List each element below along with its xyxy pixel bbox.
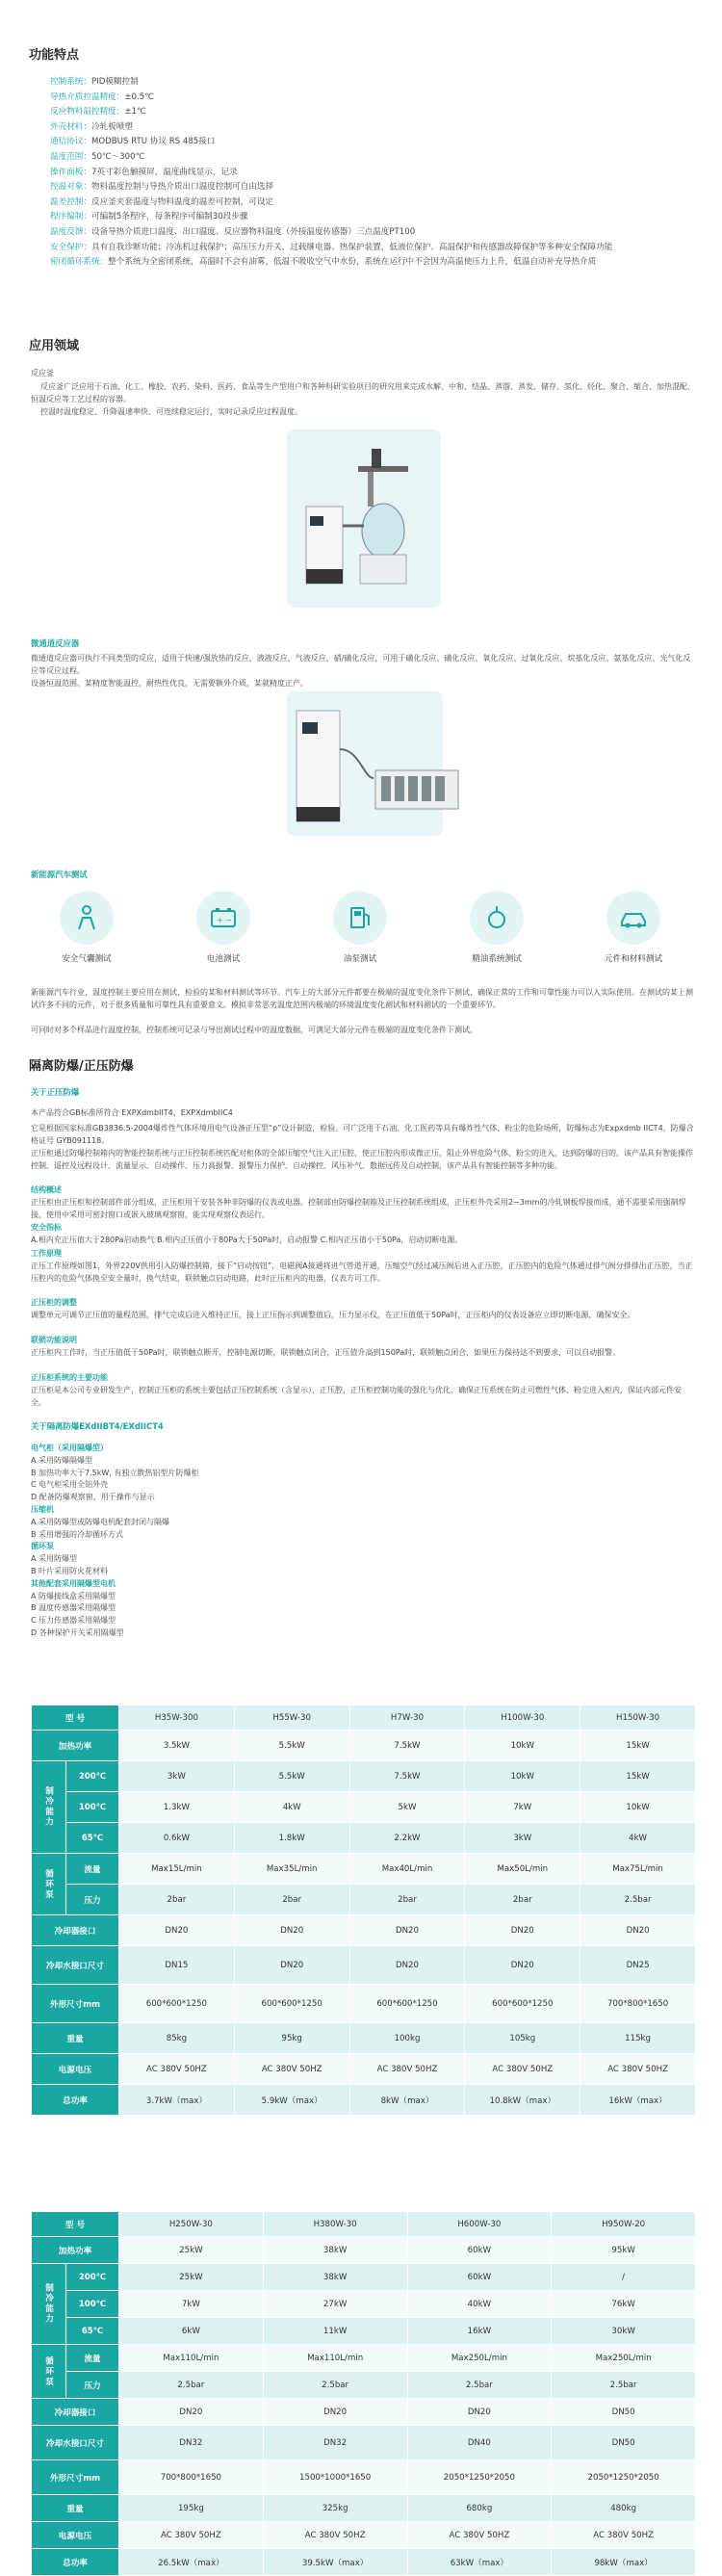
table-row [32, 2291, 696, 2318]
table-header-label: 型 号 [32, 2212, 119, 2237]
ev-test-subtitle: 新能源汽车测试 [31, 870, 88, 879]
table-cell: 60kW [407, 2237, 552, 2264]
explosion-p5: A.相内充正压值大于280Pa启动换气 B.相内正压值小于80Pa大于50Pa时，启动报警 C.相内正压值小于50Pa，启动切断电源。 [31, 1236, 463, 1244]
table-cell: 2bar [349, 1885, 465, 1915]
list-item: A 采用防爆型 [31, 1554, 78, 1564]
reactor-photo [287, 429, 441, 608]
table-header-model: H55W-30 [234, 1705, 349, 1730]
microreactor-para2: 设备恒温范围、某精度智能温控，耐热性优良，无需要额外介质，某就精度正产。 [31, 679, 308, 688]
table-row [32, 2495, 696, 2522]
table-row-label: 加热功率 [32, 1730, 119, 1761]
table-cell: 5.5kW [234, 1730, 349, 1761]
table-header-model: H380W-30 [263, 2212, 407, 2237]
fuel-pump-icon [333, 891, 387, 945]
table-cell: AC 380V 50HZ [234, 2054, 349, 2085]
airbag-test-item [29, 891, 144, 964]
ev-para1: 新能源汽车行业，温度控制主要应用在测试，检验的某和材料测试等环节。汽车上的大部分元件都要在极端的温度变化条件下测试，确保正常的工作和可靠性能力可以入实际使用。在测试的某上测试许多不同的元件，对于很多质量和可靠性具有重要意义。模拟非常恶劣温度范围内极端的环境温度变化测试和材料测试的一个重要环节。 [31, 988, 693, 1009]
table-cell: 700*800*1650 [580, 1985, 696, 2023]
feature-key: 外壳材料： [50, 121, 91, 132]
feature-value: 设备导热介质进口温度、出口温度、反应器物料温度（外接温度传感器）三点温度PT100 [90, 226, 416, 237]
explosion-p6: 正压工作原理如图1，外界220V供用引入防爆控制箱，接下“启动按钮”，电磁阀A接通将进气管道开通，压缩空气经过减压阀后进入正压腔，正压腔内的危险气体通过排气阀分排排出正压腔，当正压腔内的危险气体换至安全量时，换气结束，联锁触点启动电路，此时正压柜内的电器，仪表方可工作。 [31, 1262, 693, 1283]
feature-value: 物料温度控制与导热介质出口温度控制可自由选择 [90, 182, 274, 193]
table-row-label: 200℃ [66, 2264, 119, 2291]
feature-key: 控温对象： [50, 182, 91, 193]
table-row-label: 外形尺寸mm [32, 1985, 119, 2023]
table-cell: 10.8kW（max） [465, 2085, 580, 2116]
table-cell: 85kg [119, 2023, 235, 2054]
table-row-label: 100℃ [66, 2291, 119, 2318]
table-row-label: 冷却器接口 [32, 1915, 119, 1946]
table-cell: 2bar [119, 1885, 235, 1915]
airbag-icon [60, 891, 114, 945]
table-cell: 600*600*1250 [349, 1985, 465, 2023]
table-row-label: 65℃ [66, 1823, 119, 1854]
table-cell: 6kW [119, 2318, 264, 2345]
table-cell: 7kW [119, 2291, 264, 2318]
table-cell: 95kg [234, 2023, 349, 2054]
table-cell: 2050*1250*2050 [407, 2460, 552, 2495]
table-cell: 325kg [263, 2495, 407, 2522]
icon-label: 油泵测试 [343, 954, 377, 964]
explosion-p9: 正压柜是本公司专业研发生产，控制正压柜的系统主要包括正压控制系统（含显示）、正压腔，正压柜控制功能的强化与优化，确保正压系统在防止可燃性气体、粉尘进入柜内，保证内部元件安全。 [31, 1386, 682, 1407]
feature-value: 冷轧板喷塑 [90, 121, 133, 132]
table-row [32, 2345, 696, 2372]
table-cell: 1500*1000*1650 [263, 2460, 407, 2495]
table-row [32, 2522, 696, 2549]
feature-value: ±1℃ [124, 107, 146, 117]
table-row [32, 1730, 696, 1761]
table-cell: 1.3kW [119, 1792, 235, 1823]
feature-key: 通信协议： [50, 137, 91, 147]
table-group-label: 制冷能力 [32, 1761, 66, 1854]
table-cell: 600*600*1250 [234, 1985, 349, 2023]
table-row [32, 2023, 696, 2054]
table-row [32, 1854, 696, 1885]
table-cell: DN20 [119, 2399, 264, 2426]
table-group-label: 循环泵 [32, 1854, 66, 1915]
table-cell: 5kW [349, 1792, 465, 1823]
table-group-label: 制冷能力 [32, 2264, 66, 2345]
table-cell: 100kg [349, 2023, 465, 2054]
structure-heading: 结构概述 [31, 1185, 62, 1194]
features-title: 功能特点 [29, 48, 80, 63]
table-cell: DN20 [263, 2399, 407, 2426]
table-cell: DN40 [407, 2426, 552, 2460]
table-row-label: 压力 [66, 1885, 119, 1915]
table-row-label: 流量 [66, 2345, 119, 2372]
feature-value: 反应釜夹套温度与物料温度的温差可控制，可设定 [90, 196, 274, 207]
battery-icon [196, 891, 250, 945]
table-row [32, 2549, 696, 2576]
table-cell: 3kW [465, 1823, 580, 1854]
svg-text:+ −: + − [217, 916, 232, 924]
feature-item [50, 91, 705, 106]
feature-item [50, 255, 705, 271]
list-item: C 电气柜采用全铝外壳 [31, 1480, 109, 1490]
table-cell: 16kW [407, 2318, 552, 2345]
table-cell: 10kW [580, 1792, 696, 1823]
table-row [32, 2399, 696, 2426]
spec-table-2 [31, 2211, 696, 2576]
table-cell: DN50 [552, 2426, 696, 2460]
isolation-subtitle: 关于隔离防爆EXdIIBT4/EXdIICT4 [31, 1421, 164, 1431]
table-cell: AC 380V 50HZ [580, 2054, 696, 2085]
fuel-pump-test-item [302, 891, 418, 964]
table-cell: 700*800*1650 [119, 2460, 264, 2495]
table-row-label: 外形尺寸mm [32, 2460, 119, 2495]
feature-item [50, 166, 705, 181]
feature-value: PID模糊控制 [90, 77, 139, 87]
table-cell: Max110L/min [263, 2345, 407, 2372]
list-item: B 加热功率大于7.5kW, 有独立散热铝型片防爆柜 [31, 1468, 199, 1477]
table-cell: 39.5kW（max） [263, 2549, 407, 2576]
table-cell: 2.5bar [552, 2372, 696, 2399]
feature-value: ±0.5℃ [124, 91, 154, 102]
table-cell: 0.6kW [119, 1823, 235, 1854]
feature-key: 反应物料温控精度： [50, 107, 125, 117]
list-item: A 防爆接线盒采用隔爆型 [31, 1591, 116, 1600]
table-cell: 1.8kW [234, 1823, 349, 1854]
icon-label: 电池测试 [206, 954, 241, 964]
table-row [32, 1885, 696, 1915]
table-cell: 5.9kW（max） [234, 2085, 349, 2116]
feature-item [50, 120, 705, 136]
table-cell: 3.5kW [119, 1730, 235, 1761]
table-cell: 16kW（max） [580, 2085, 696, 2116]
table-cell: 40kW [407, 2291, 552, 2318]
table-cell: DN20 [349, 1946, 465, 1985]
table-cell: 30kW [552, 2318, 696, 2345]
table-row-label: 加热功率 [32, 2237, 119, 2264]
ev-para2: 可同时对多个样品进行温度控制，控制系统可记录与导出测试过程中的温度数据，可满足大部分元件在极端的温度变化条件下测试。 [31, 1026, 477, 1034]
table-cell: 4kW [580, 1823, 696, 1854]
features-list [50, 75, 705, 271]
table-cell: 26.5kW（max） [119, 2549, 264, 2576]
table-cell: 680kg [407, 2495, 552, 2522]
interlock-heading: 联锁功能说明 [31, 1336, 77, 1344]
table-row [32, 1915, 696, 1946]
table-row [32, 1946, 696, 1985]
principle-heading: 工作原理 [31, 1249, 62, 1258]
table-cell: DN15 [119, 1946, 235, 1985]
table-cell: 95kW [552, 2237, 696, 2264]
table-cell: AC 380V 50HZ [465, 2054, 580, 2085]
list-heading: 电气柜（采用隔爆型） [31, 1444, 108, 1452]
feature-key: 导热介质控温精度： [50, 91, 125, 102]
feature-key: 操作面板： [50, 167, 91, 177]
feature-item [50, 210, 705, 225]
explosion-p2: 它是根据国家标准GB3836.5-2004爆炸性气体环境用电气设备正压型“p”设计制造，检验。可广泛用于石油、化工医药等具有爆炸性气体、粉尘的危险场所，防爆标志为Expxdmb IICT4，防爆合格证号 GYB091118。 [31, 1124, 694, 1145]
table-row-label: 冷却器接口 [32, 2399, 119, 2426]
feature-key: 密闭循环系统： [50, 257, 109, 268]
table-cell: AC 380V 50HZ [349, 2054, 465, 2085]
microreactor-module [374, 761, 460, 819]
table-header-model: H600W-30 [407, 2212, 552, 2237]
table-cell: 600*600*1250 [119, 1985, 235, 2023]
list-item: D 各种保护开关采用隔爆型 [31, 1627, 124, 1637]
feature-key: 温度范围： [50, 151, 91, 162]
list-heading: 压缩机 [31, 1504, 54, 1514]
icon-label: 元件和材料测试 [604, 954, 663, 964]
table-cell: DN50 [552, 2399, 696, 2426]
positive-pressure-subtitle: 关于正压防爆 [31, 1087, 80, 1097]
ev-test-icons [29, 891, 693, 977]
table-cell: Max250L/min [552, 2345, 696, 2372]
table-header-label: 型 号 [32, 1705, 119, 1730]
application-intro-head: 反应釜 [31, 369, 54, 377]
table-cell: DN20 [580, 1915, 696, 1946]
list-item: D 配备防爆观察窗，用于操作与显示 [31, 1493, 155, 1502]
table-cell: 2.2kW [349, 1823, 465, 1854]
table-cell: DN32 [263, 2426, 407, 2460]
table-row [32, 2372, 696, 2399]
feature-item [50, 75, 705, 91]
list-heading: 循环泵 [31, 1542, 54, 1551]
table-row-label: 电源电压 [32, 2054, 119, 2085]
table-cell: 10kW [465, 1730, 580, 1761]
table-row-label: 重量 [32, 2023, 119, 2054]
table-cell: AC 380V 50HZ [552, 2522, 696, 2549]
table-header-model: H100W-30 [465, 1705, 580, 1730]
oil-system-test-item [439, 891, 554, 964]
table-cell: Max40L/min [349, 1854, 465, 1885]
table-cell: 105kg [465, 2023, 580, 2054]
table-group-label: 循环泵 [32, 2345, 66, 2399]
function-heading: 正压柜系统的主要功能 [31, 1373, 108, 1382]
table-cell: 38kW [263, 2237, 407, 2264]
table-cell: 7kW [465, 1792, 580, 1823]
table-cell: Max110L/min [119, 2345, 264, 2372]
table-row [32, 1761, 696, 1792]
table-cell: Max250L/min [407, 2345, 552, 2372]
table-row [32, 2264, 696, 2291]
table-cell: 15kW [580, 1761, 696, 1792]
table-cell: 2050*1250*2050 [552, 2460, 696, 2495]
table-row-label: 冷却水接口尺寸 [32, 1946, 119, 1985]
microreactor-para1: 微通道反应器可执行不同类型的反应，适用于快速/强放热的反应，液液反应，气液反应，硝/磺化反应，可用于磺化反应、磺化反应、氧化反应、过氧化反应、烷基化反应、氨基化反应、光气化反应等反应过程。 [31, 654, 691, 675]
table-cell: 27kW [263, 2291, 407, 2318]
table-cell: Max35L/min [234, 1854, 349, 1885]
isolation-list [31, 1443, 198, 1640]
feature-key: 温度反馈： [50, 226, 91, 237]
table-cell: 63kW（max） [407, 2549, 552, 2576]
table-row [32, 1792, 696, 1823]
table-cell: 7.5kW [349, 1761, 465, 1792]
explosion-p7: 调整单元可调节正压值的量程范围，排气完成后进入维持正压，接上正压指示到调整值后，压力显示仪，在正压值低于50Pa时，正压柜内的仪表设备应立即切断电源，确保安全。 [31, 1311, 635, 1319]
explosion-p3: 正压柜通过防爆控制箱内的智能控制系统与正压控制系统匹配对柜体的全部压缩空气注入正压腔，使正压腔内形成微正压，阻止外界危险气体、粉尘的进入，达到防爆的目的。该产品具有智能操作控制、遥控及远程设计、流量显示、自动操作、压力高报警、报警压力保护、自动操控、风压补气、数据远传及自动控制，该产品具有智能控制等多种功能。 [31, 1149, 693, 1170]
table-row [32, 2318, 696, 2345]
feature-value: MODBUS RTU 协议 RS 485接口 [90, 137, 216, 147]
feature-item [50, 195, 705, 211]
table-cell: 4kW [234, 1792, 349, 1823]
feature-item [50, 150, 705, 166]
table-cell: 7.5kW [349, 1730, 465, 1761]
table-cell: 60kW [407, 2264, 552, 2291]
list-heading: 其他配套采用隔爆型电机 [31, 1578, 116, 1588]
table-cell: 2.5bar [580, 1885, 696, 1915]
table-row-label: 电源电压 [32, 2522, 119, 2549]
icon-label: 精油系统测试 [472, 954, 522, 964]
table-cell: Max50L/min [465, 1854, 580, 1885]
feature-value: 7英寸彩色触摸屏，温度曲线显示，记录 [90, 167, 238, 177]
icon-label: 安全气囊测试 [62, 954, 112, 964]
feature-value: 可编制5条程序，每条程序可编制30段步骤 [90, 212, 248, 222]
table-cell: Max15L/min [119, 1854, 235, 1885]
table-cell: 2.5bar [263, 2372, 407, 2399]
table-cell: 2.5bar [407, 2372, 552, 2399]
battery-test-item [166, 891, 281, 964]
table-header-model: H150W-30 [580, 1705, 696, 1730]
table-row [32, 1823, 696, 1854]
feature-key: 程序编制： [50, 212, 91, 222]
list-item: B 采用增强的冷却循环方式 [31, 1529, 124, 1539]
table-row-label: 100℃ [66, 1792, 119, 1823]
feature-item [50, 135, 705, 150]
feature-item [50, 241, 705, 256]
table-cell: AC 380V 50HZ [119, 2054, 235, 2085]
table-cell: 38kW [263, 2264, 407, 2291]
feature-key: 安全保护： [50, 242, 91, 252]
explosion-p1: 本产品符合GB标准所符合 EXPXdmbIIT4、EXPXdmbIIC4 [31, 1108, 233, 1117]
table-cell: DN20 [349, 1915, 465, 1946]
table-cell: AC 380V 50HZ [263, 2522, 407, 2549]
table-cell: 480kg [552, 2495, 696, 2522]
car-icon [606, 891, 660, 945]
list-item: C 压力传感器采用隔爆型 [31, 1616, 116, 1626]
table-cell: 11kW [263, 2318, 407, 2345]
table-row [32, 2460, 696, 2495]
table-header-model: H250W-30 [119, 2212, 264, 2237]
table-cell: 25kW [119, 2264, 264, 2291]
table-row-label: 重量 [32, 2495, 119, 2522]
table-row [32, 2426, 696, 2460]
table-row-label: 总功率 [32, 2549, 119, 2576]
table-cell: 8kW（max） [349, 2085, 465, 2116]
table-cell: DN20 [234, 1915, 349, 1946]
table-cell: 195kg [119, 2495, 264, 2522]
table-row [32, 2054, 696, 2085]
table-cell: DN25 [580, 1946, 696, 1985]
table-row [32, 2085, 696, 2116]
table-cell: DN20 [465, 1915, 580, 1946]
table-cell: DN20 [119, 1915, 235, 1946]
table-header-model: H35W-300 [119, 1705, 235, 1730]
spec-table-1 [31, 1704, 696, 2116]
explosion-p4: 正压柜由正压柜和控制部件部分组成，正压柜用于安装各种非防爆的仪表或电器。控制部由防爆控制箱及正压控制系统组成，正压柜外壳采用2~3mm的冷轧钢板焊接而成，通不需要采用强制焊接，使用中采用可密封窗口或嵌入玻璃观察窗，能实现观察仪表运行。 [31, 1198, 686, 1219]
explosion-title: 隔离防爆/正压防爆 [29, 1059, 134, 1074]
application-intro: 反应釜广泛应用于石油、化工、橡胶、农药、染料、医药、食品等生产型用户和各种科研实验项目的研究用来完成水解、中和、结晶、蒸馏、蒸发、储存、氢化、烃化、聚合、缩合、加热混配、恒温反应等工艺过程的容器。 [31, 382, 695, 403]
table-cell: 3kW [119, 1761, 235, 1792]
table-cell: DN20 [234, 1946, 349, 1985]
feature-value: 具有自我诊断功能；冷冻机过载保护；高压压力开关，过载继电器、热保护装置，低液位保护、高温保护和传感器故障保护等多种安全保障功能 [90, 242, 613, 252]
table-row-label: 65℃ [66, 2318, 119, 2345]
table-cell: 2bar [234, 1885, 349, 1915]
table-cell: 76kW [552, 2291, 696, 2318]
feature-item [50, 105, 705, 120]
table-cell: 600*600*1250 [465, 1985, 580, 2023]
safety-heading: 安全指标 [31, 1223, 62, 1232]
list-item: B 温度传感器采用隔爆型 [31, 1603, 116, 1613]
table-row-label: 200℃ [66, 1761, 119, 1792]
table-cell: 2bar [465, 1885, 580, 1915]
table-cell: 15kW [580, 1730, 696, 1761]
table-cell: DN20 [407, 2399, 552, 2426]
table-cell: / [552, 2264, 696, 2291]
table-row-label: 总功率 [32, 2085, 119, 2116]
table-cell: 98kW（max） [552, 2549, 696, 2576]
table-cell: 2.5bar [119, 2372, 264, 2399]
feature-item [50, 180, 705, 195]
feature-key: 温差控制： [50, 196, 91, 207]
component-test-item [576, 891, 691, 964]
table-row-label: 冷却水接口尺寸 [32, 2426, 119, 2460]
table-header-model: H7W-30 [349, 1705, 465, 1730]
table-cell: 25kW [119, 2237, 264, 2264]
table-cell: Max75L/min [580, 1854, 696, 1885]
table-cell: AC 380V 50HZ [407, 2522, 552, 2549]
explosion-p8: 正压柜内工作时，当正压值低于50Pa时，联锁触点断开，控制电源切断，联锁触点闭合，正压值升高到150Pa时，联锁触点闭合，如果压力保持达不到要求，可以自动报警。 [31, 1348, 621, 1357]
table-cell: 115kg [580, 2023, 696, 2054]
table-cell: DN20 [465, 1946, 580, 1985]
table-header-model: H950W-20 [552, 2212, 696, 2237]
oil-system-icon [470, 891, 524, 945]
list-item: A 采用防爆隔爆型 [31, 1455, 93, 1465]
feature-item [50, 225, 705, 241]
feature-value: 50℃～300℃ [90, 151, 145, 162]
feature-value: 整个系统为全密闭系统，高温时不会有油雾，低温不吸收空气中水份，系统在运行中不会因为高温使压力上升，低温自动补充导热介质 [108, 257, 597, 268]
table-cell: 3.7kW（max） [119, 2085, 235, 2116]
application-intro2: 控温时温度稳定、升降温速率快、可连续稳定运行，实时记录反应过程温度。 [40, 407, 302, 416]
feature-key: 控制系统： [50, 77, 91, 87]
adjust-heading: 正压柜的调整 [31, 1298, 77, 1307]
table-row-label: 压力 [66, 2372, 119, 2399]
table-row [32, 1985, 696, 2023]
table-row-label: 流量 [66, 1854, 119, 1885]
table-cell: 5.5kW [234, 1761, 349, 1792]
table-cell: AC 380V 50HZ [119, 2522, 264, 2549]
list-item: B 叶片采用防火花材料 [31, 1566, 109, 1575]
table-row [32, 2237, 696, 2264]
table-cell: DN32 [119, 2426, 264, 2460]
list-item: A 采用防爆型或防爆电机配套封闭与隔爆 [31, 1517, 170, 1526]
application-title: 应用领域 [29, 339, 80, 353]
table-cell: 10kW [465, 1761, 580, 1792]
microreactor-subtitle: 微通道反应器 [31, 638, 80, 648]
